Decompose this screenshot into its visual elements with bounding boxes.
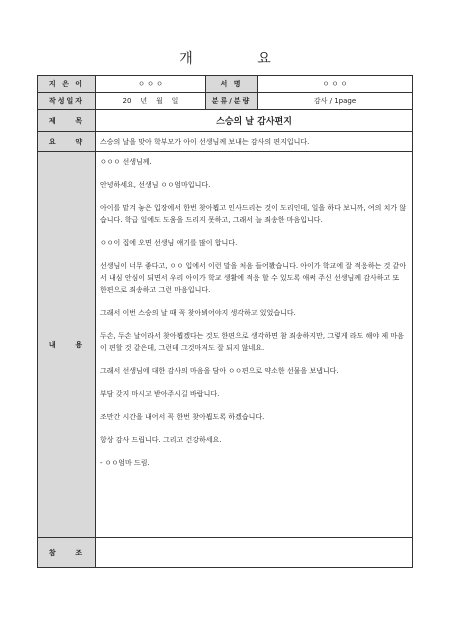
summary-label: 요 약 [38,132,96,152]
date-label: 작성일자 [38,93,96,110]
paragraph: ㅇㅇㅇ 선생님께. [100,158,152,166]
name-value: ㅇ ㅇ ㅇ [258,76,413,93]
paragraph: 선생님이 너무 좋다고, ㅇㅇ 입에서 이런 말을 처음 들어봤습니다. 아이가 학교에 잘 적응하는 것 같아서 내심 안심이 되면서 우리 아이가 학교 생활에 적응 할 수 있도록 애써 주신 선생님께 감사하고 또 한편으로 죄송하고 그런 마음입니다. [100,262,407,294]
reference-label: 참 조 [38,538,96,568]
paragraph: - ㅇㅇ엄마 드림. [100,459,150,467]
paragraph: ㅇㅇ이 집에 오면 선생님 얘기를 많이 합니다. [100,239,238,247]
paragraph: 그래서 선생님에 대한 감사의 마음을 담아 ㅇㅇ편으로 약소한 선물을 보냅니다. [100,367,339,375]
author-value: ㅇ ㅇ ㅇ [96,76,206,93]
category-label: 분류/분량 [206,93,258,110]
author-label: 지 은 이 [38,76,96,93]
paragraph: 조만간 시간을 내어서 꼭 한번 찾아뵙도록 하겠습니다. [100,413,265,421]
subject-value: 스승의 날 감사편지 [96,110,413,132]
name-label: 서 명 [206,76,258,93]
paragraph: 아이를 맡겨 놓은 입장에서 한번 찾아뵙고 인사드리는 것이 도리인데, 일을 하다 보니까, 여의 치가 않습니다. 학급 일에도 도움을 드리지 못하고, 그래서 늘 죄송한 마음입니다. [100,204,407,224]
category-value: 감사 / 1page [258,93,413,110]
paragraph: 부담 갖지 마시고 받아주시길 바랍니다. [100,390,220,398]
page-title: 개 요 [179,51,301,67]
date-value: 20 년 월 일 [96,93,206,110]
paragraph: 그래서 이번 스승의 날 때 꼭 찾아뵈어야지 생각하고 있었습니다. [100,309,296,317]
paragraph: 항상 감사 드립니다. 그리고 건강하세요. [100,436,222,444]
content-body [96,152,413,538]
paragraph: 안녕하세요, 선생님 ㅇㅇ엄마입니다. [100,181,211,189]
document-table [37,75,413,568]
content-label: 내 용 [38,152,96,538]
subject-label: 제 목 [38,110,96,132]
reference-value [96,538,413,568]
paragraph: 두손, 두손 날이라서 찾아뵙겠다는 것도 한편으로 생각하면 참 죄송하지만, 그렇게 라도 해야 제 마음이 편할 것 같은데, 그런데 그것마저도 잘 되지 않네요. [100,332,404,352]
summary-value: 스승의 날을 맞아 학부모가 아이 선생님께 보내는 감사의 편지입니다. [96,132,413,152]
